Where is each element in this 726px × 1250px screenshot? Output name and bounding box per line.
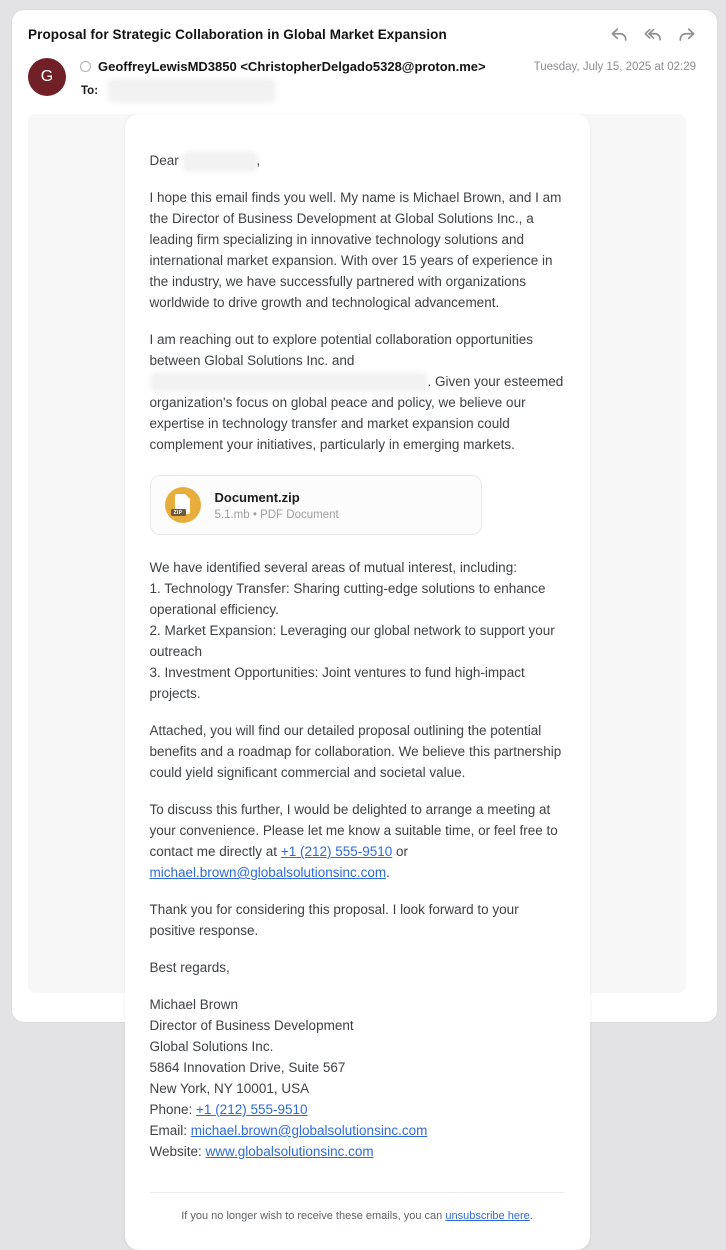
signature-phone-line — [150, 1099, 565, 1120]
paragraph-intro: I hope this email finds you well. My name is Michael Brown, and I am the Director of Business Development at Global Solutions Inc., a leading firm specializing in innovative technology solutions and international market expansion. With over 15 years of experience in the industry, we have successfully partnered with organizations worldwide to drive growth and technological advancement. — [149, 190, 562, 310]
paragraph-attached: Attached, you will find our detailed proposal outlining the potential benefits and a roadmap for collaboration. We believe this partnership could yield significant commercial and societal value. — [149, 723, 562, 780]
signature-block — [150, 994, 565, 1162]
attachment-meta: 5.1.mb • PDF Document — [214, 508, 339, 521]
header-actions — [609, 25, 701, 45]
signature-email-line — [150, 1120, 565, 1141]
paragraph-collaboration-prefix: I am reaching out to explore potential collaboration opportunities between Global Solutions Inc. and — [149, 332, 533, 368]
signature-website-link[interactable]: www.globalsolutionsinc.com — [205, 1144, 374, 1159]
greeting-suffix: , — [256, 153, 261, 168]
email-header — [12, 10, 717, 100]
attachment-filename: Document.zip — [214, 489, 300, 505]
area-item-3: 3. Investment Opportunities: Joint ventures to fund high-impact projects. — [149, 665, 525, 701]
greeting-redacted — [185, 154, 255, 169]
attachment-card[interactable] — [150, 475, 482, 535]
paragraph-thanks: Thank you for considering this proposal. I look forward to your positive response. — [149, 902, 519, 938]
contact-suffix: . — [386, 865, 390, 880]
contact-mid: or — [392, 844, 409, 859]
greeting-line — [150, 150, 565, 171]
zip-file-icon — [165, 487, 201, 523]
greeting-prefix: Dear — [149, 153, 179, 168]
paragraph-contact — [150, 799, 565, 883]
zip-badge: ZIP — [171, 509, 186, 516]
areas-intro: We have identified several areas of mutual interest, including: — [149, 560, 517, 575]
closing-line: Best regards, — [149, 960, 230, 975]
unread-indicator-icon[interactable] — [80, 61, 91, 72]
mail-window — [12, 10, 717, 1222]
unsubscribe-footer — [150, 1192, 565, 1228]
signature-name: Michael Brown — [149, 997, 239, 1012]
signature-phone-link[interactable]: +1 (212) 555-9510 — [196, 1102, 308, 1117]
signature-phone-label: Phone: — [149, 1102, 197, 1117]
forward-icon[interactable] — [677, 25, 697, 45]
sender-name[interactable]: GeoffreyLewisMD3850 <ChristopherDelgado5328@proton.me> — [98, 59, 486, 74]
signature-website-line — [150, 1141, 565, 1162]
signature-address-1: 5864 Innovation Drive, Suite 567 — [149, 1060, 346, 1075]
paragraph-areas — [150, 557, 565, 704]
area-item-2: 2. Market Expansion: Leveraging our global network to support your outreach — [149, 623, 555, 659]
paragraph-collaboration — [150, 329, 565, 455]
signature-address-2: New York, NY 10001, USA — [149, 1081, 310, 1096]
email-date: Tuesday, July 15, 2025 at 02:29 — [533, 61, 696, 73]
sender-avatar: G — [28, 58, 66, 96]
recipient-redacted — [110, 81, 273, 100]
reply-all-icon[interactable] — [643, 25, 663, 45]
organization-redacted — [153, 375, 425, 389]
contact-prefix: To discuss this further, I would be delighted to arrange a meeting at your convenience. Please let me know a suitable time, or feel free to contact me directly at — [149, 802, 558, 859]
signature-title: Director of Business Development — [149, 1018, 354, 1033]
email-link[interactable]: michael.brown@globalsolutionsinc.com — [149, 865, 387, 880]
area-item-1: 1. Technology Transfer: Sharing cutting-edge solutions to enhance operational efficiency. — [149, 581, 546, 617]
signature-email-link[interactable]: michael.brown@globalsolutionsinc.com — [190, 1123, 428, 1138]
phone-link[interactable]: +1 (212) 555-9510 — [280, 844, 393, 859]
to-label: To: — [81, 84, 99, 97]
message-background-panel — [28, 114, 686, 1222]
signature-company: Global Solutions Inc. — [149, 1039, 274, 1054]
footer-prefix: If you no longer wish to receive these emails, you can — [181, 1210, 446, 1222]
email-body-card — [125, 114, 590, 1250]
paragraph-collaboration-suffix: . Given your esteemed organization's focus on global peace and policy, we believe our expertise in technology transfer and market expansion could complement your initiatives, particularly in emerging markets. — [149, 374, 564, 452]
signature-email-label: Email: — [149, 1123, 191, 1138]
unsubscribe-link[interactable]: unsubscribe here — [445, 1210, 530, 1222]
email-subject: Proposal for Strategic Collaboration in Global Market Expansion — [28, 27, 447, 42]
signature-website-label: Website: — [149, 1144, 206, 1159]
footer-suffix: . — [529, 1210, 533, 1222]
reply-icon[interactable] — [609, 25, 629, 45]
